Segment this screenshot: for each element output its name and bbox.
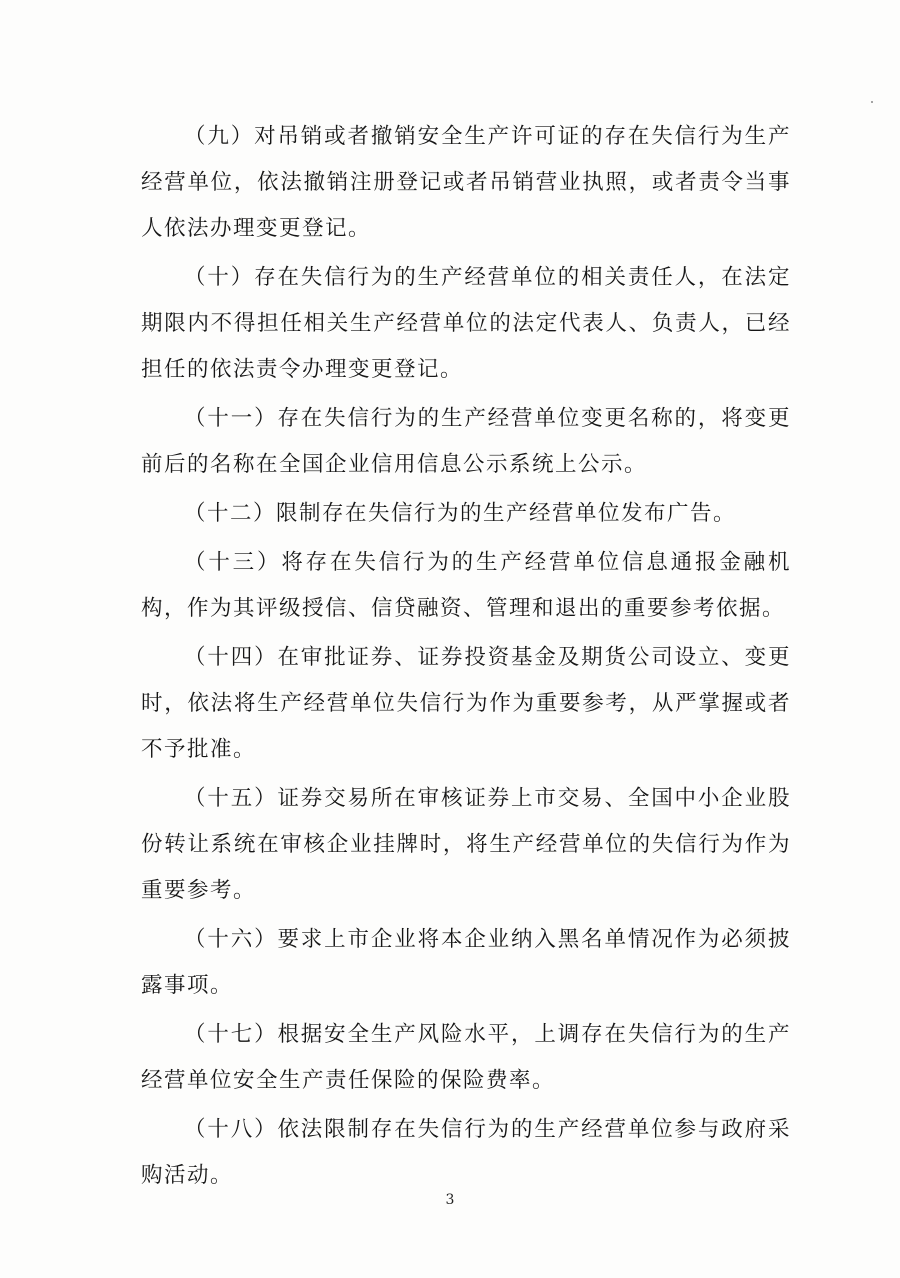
paragraph-item-18: （十八）依法限制存在失信行为的生产经营单位参与政府采购活动。 xyxy=(141,1117,791,1188)
paragraph-item-14: （十四）在审批证券、证券投资基金及期货公司设立、变更时，依法将生产经营单位失信行为作为重要参考，从严掌握或者不予批准。 xyxy=(141,645,791,762)
paragraph-item-13: （十三）将存在失信行为的生产经营单位信息通报金融机构，作为其评级授信、信贷融资、管理和退出的重要参考依据。 xyxy=(141,550,791,621)
scan-speck xyxy=(871,101,873,103)
document-body xyxy=(141,114,791,1202)
page-number: 3 xyxy=(445,1192,455,1208)
paragraph-item-17: （十七）根据安全生产风险水平，上调存在失信行为的生产经营单位安全生产责任保险的保险费率。 xyxy=(141,1022,791,1093)
paragraph-item-16: （十六）要求上市企业将本企业纳入黑名单情况作为必须披露事项。 xyxy=(141,927,791,998)
paragraph-item-9: （九）对吊销或者撤销安全生产许可证的存在失信行为生产经营单位，依法撤销注册登记或者吊销营业执照，或者责令当事人依法办理变更登记。 xyxy=(141,124,791,241)
paragraph-item-12: （十二）限制存在失信行为的生产经营单位发布广告。 xyxy=(184,501,737,526)
paragraph-item-15: （十五）证券交易所在审核证券上市交易、全国中小企业股份转让系统在审核企业挂牌时，将生产经营单位的失信行为作为重要参考。 xyxy=(141,786,791,903)
paragraph-item-10: （十）存在失信行为的生产经营单位的相关责任人，在法定期限内不得担任相关生产经营单位的法定代表人、负责人，已经担任的依法责令办理变更登记。 xyxy=(141,265,791,382)
paragraph-item-11: （十一）存在失信行为的生产经营单位变更名称的，将变更前后的名称在全国企业信用信息公示系统上公示。 xyxy=(141,406,791,477)
